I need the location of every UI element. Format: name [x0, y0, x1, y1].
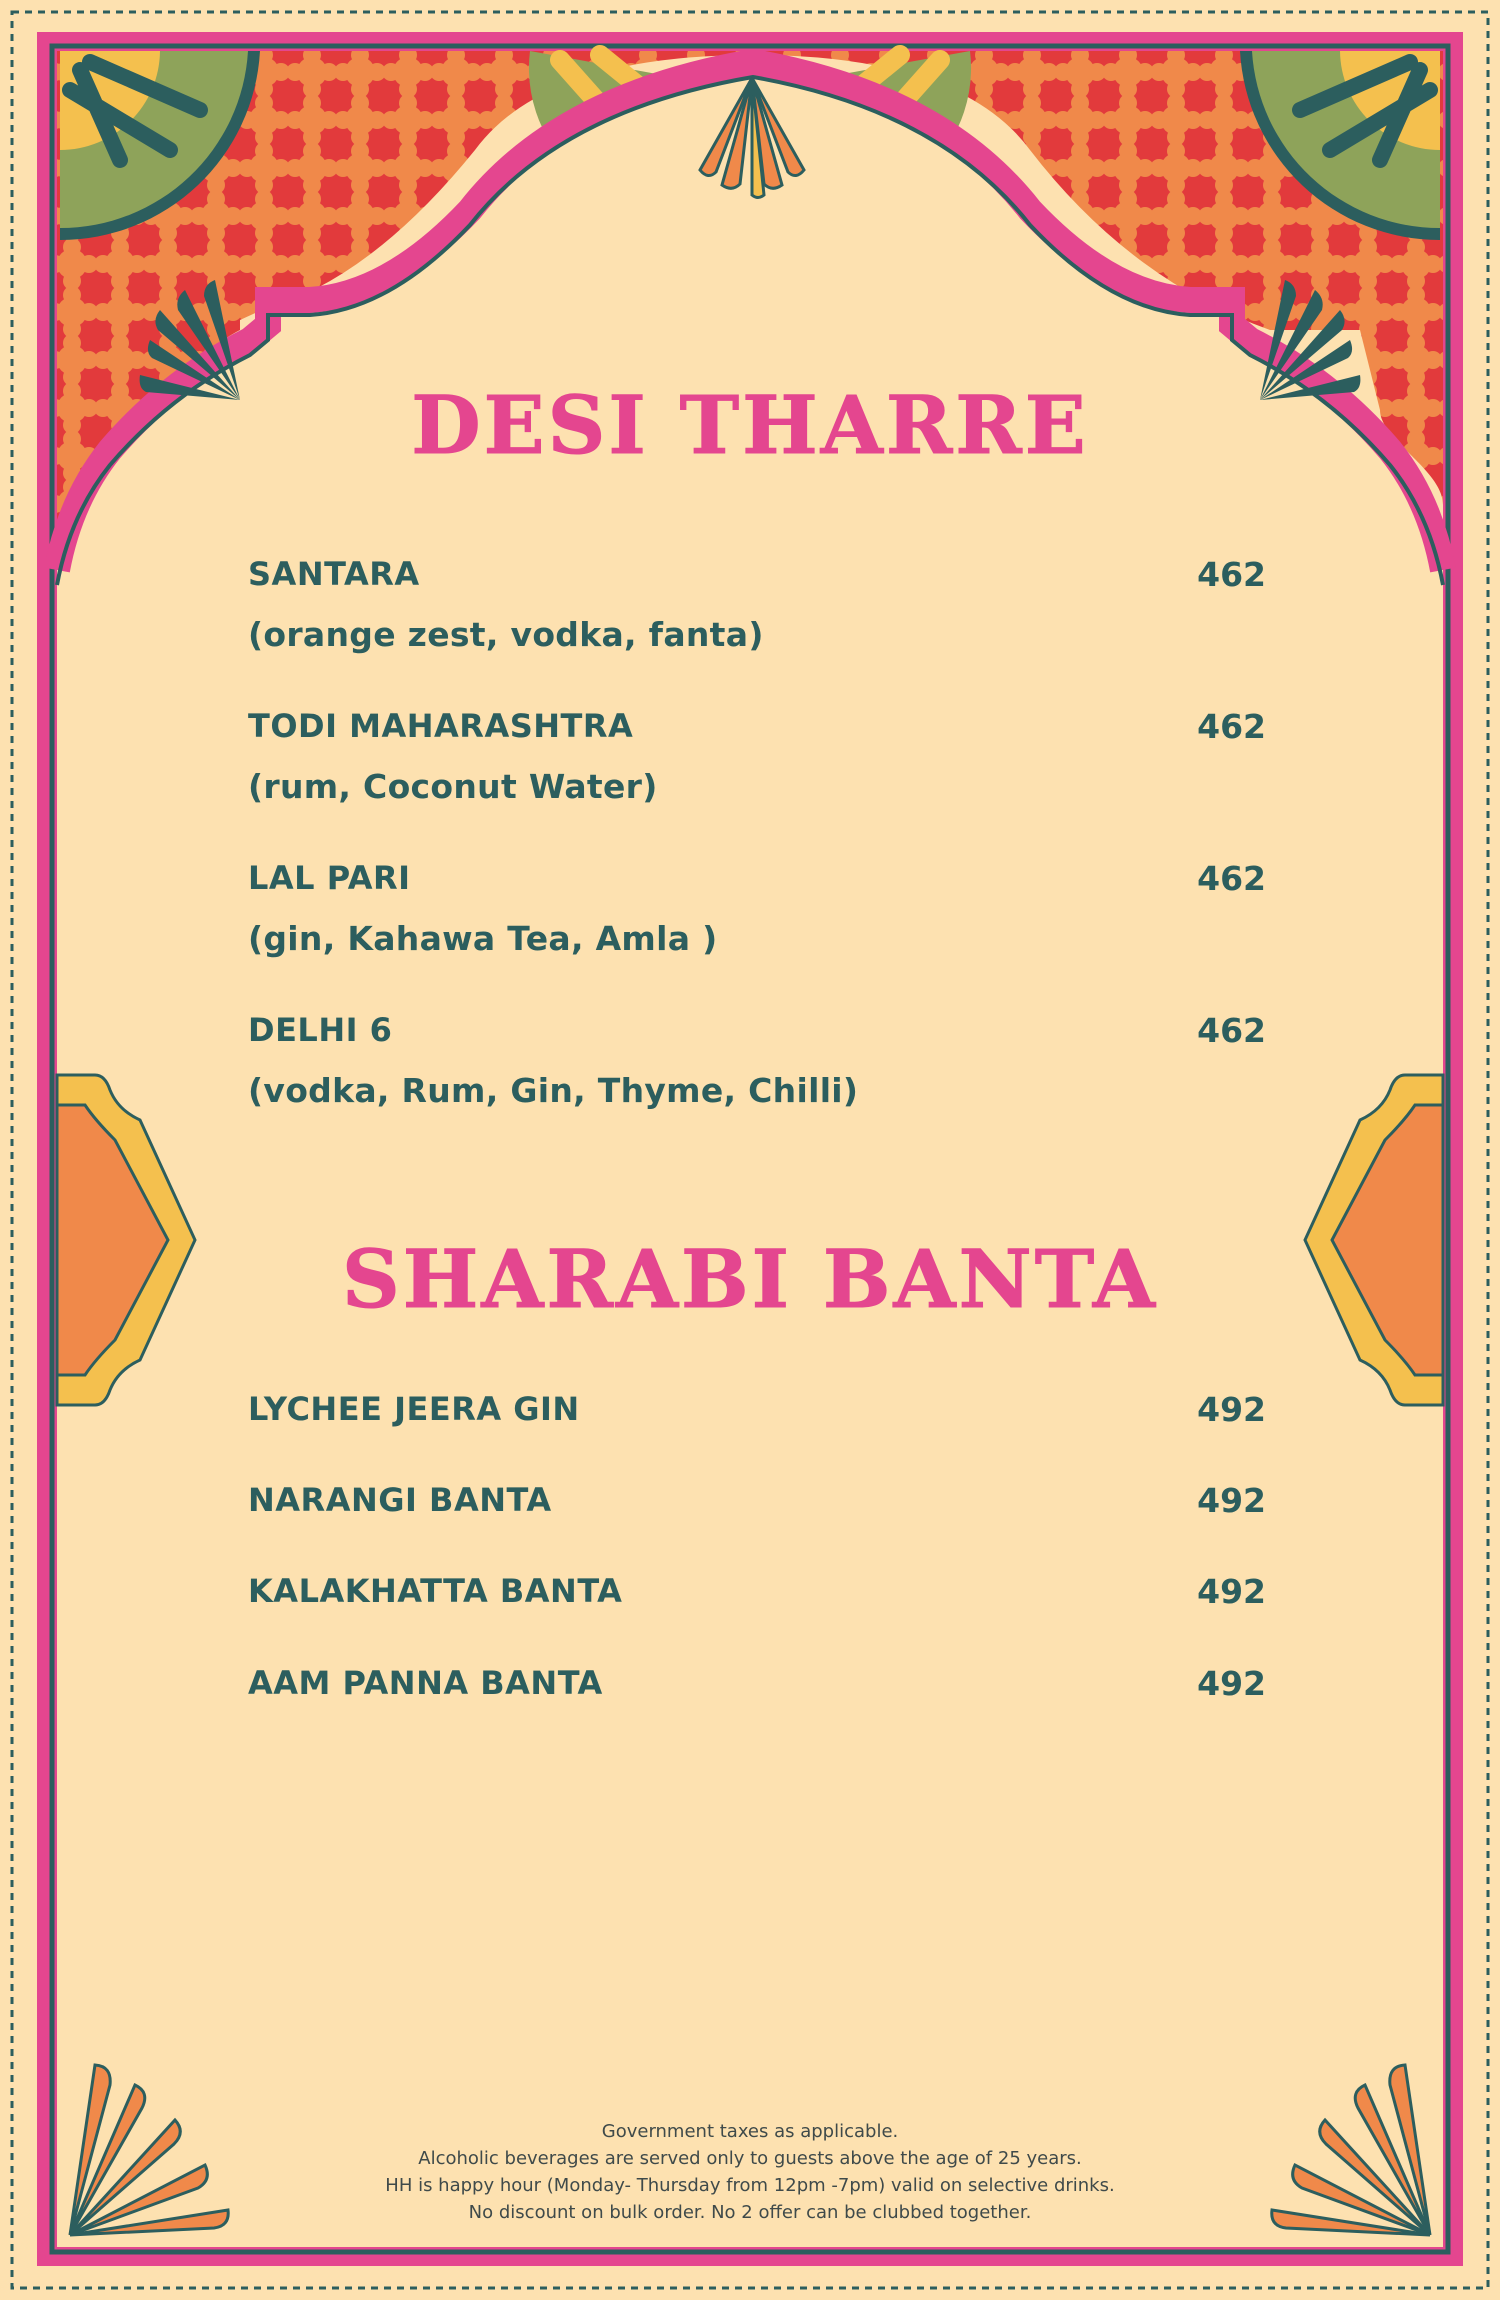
footer-line: HH is happy hour (Monday- Thursday from 12pm -7pm) valid on selective drinks. — [385, 2175, 1115, 2196]
item-name: AAM PANNA BANTA — [248, 1664, 603, 1702]
item-price: 462 — [1197, 859, 1266, 898]
item-price: 492 — [1197, 1572, 1266, 1611]
menu-item — [248, 555, 1266, 654]
item-price: 492 — [1197, 1664, 1266, 1703]
item-name: LAL PARI — [248, 859, 411, 897]
item-description: (gin, Kahawa Tea, Amla ) — [248, 919, 718, 958]
footer-disclaimer — [0, 2118, 1500, 2226]
item-description: (orange zest, vodka, fanta) — [248, 615, 764, 654]
menu-item — [248, 1664, 1266, 1702]
item-name: TODI MAHARASHTRA — [248, 707, 634, 745]
menu-item — [248, 1011, 1266, 1110]
menu-item — [248, 1572, 1266, 1610]
item-price: 492 — [1197, 1481, 1266, 1520]
item-name: LYCHEE JEERA GIN — [248, 1390, 580, 1428]
menu-item — [248, 707, 1266, 806]
section-title-desi-tharre: DESI THARRE — [411, 378, 1089, 472]
item-price: 462 — [1197, 707, 1266, 746]
item-name: SANTARA — [248, 555, 420, 593]
footer-line: Alcoholic beverages are served only to guests above the age of 25 years. — [418, 2148, 1082, 2169]
item-description: (rum, Coconut Water) — [248, 767, 658, 806]
menu-item — [248, 1390, 1266, 1428]
item-price: 492 — [1197, 1390, 1266, 1429]
item-name: NARANGI BANTA — [248, 1481, 552, 1519]
footer-line: No discount on bulk order. No 2 offer can be clubbed together. — [468, 2202, 1032, 2223]
menu-item — [248, 1481, 1266, 1519]
item-description: (vodka, Rum, Gin, Thyme, Chilli) — [248, 1071, 859, 1110]
section-title-sharabi-banta: SHARABI BANTA — [342, 1232, 1158, 1326]
footer-line: Government taxes as applicable. — [601, 2121, 899, 2142]
item-name: DELHI 6 — [248, 1011, 393, 1049]
item-name: KALAKHATTA BANTA — [248, 1572, 623, 1610]
item-price: 462 — [1197, 1011, 1266, 1050]
item-price: 462 — [1197, 555, 1266, 594]
menu-item — [248, 859, 1266, 958]
